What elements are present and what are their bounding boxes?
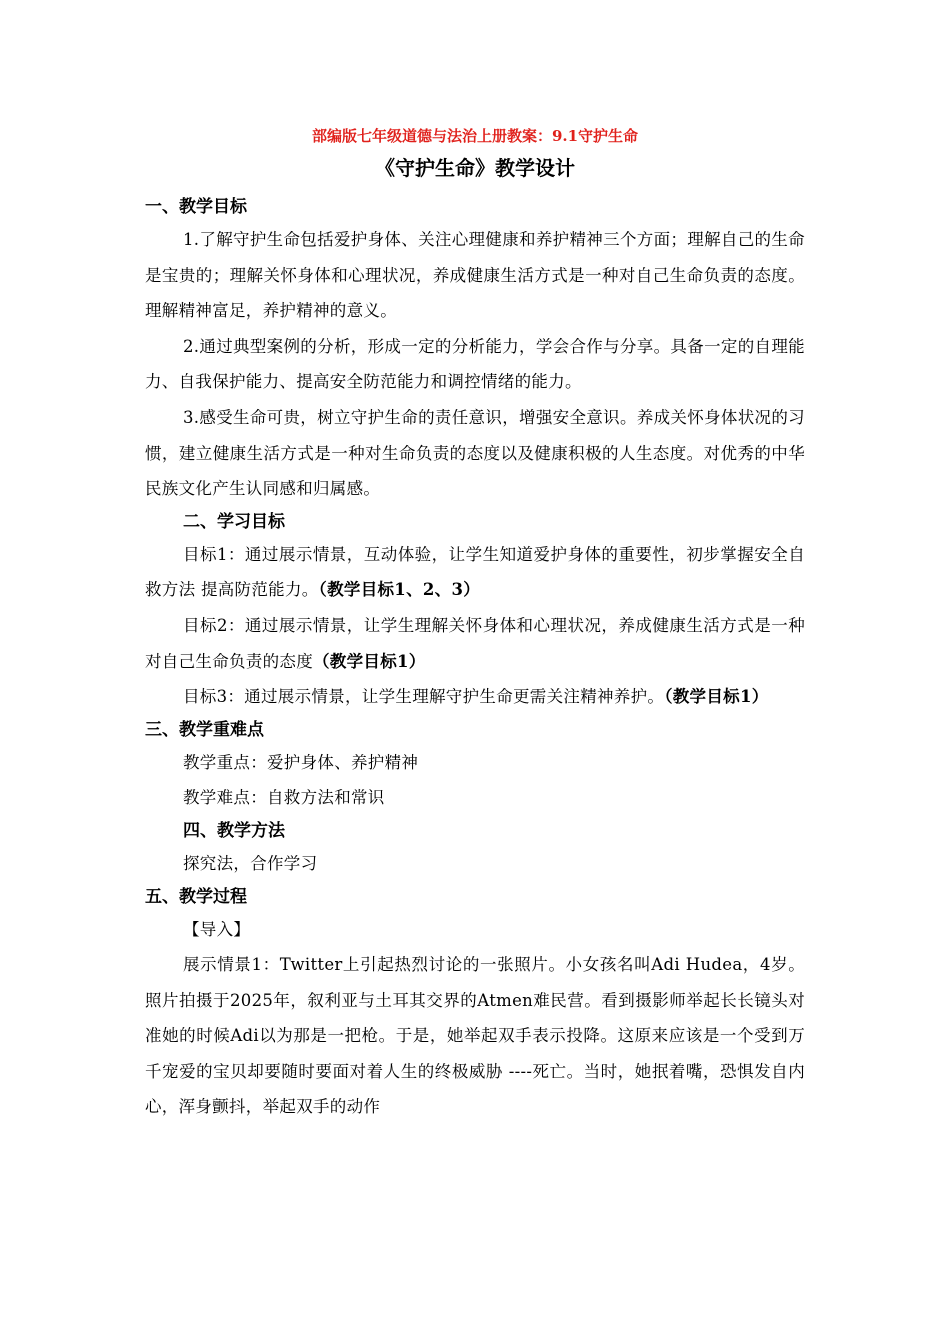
- learning-goal-2-ref: （教学目标1）: [313, 651, 426, 671]
- document-top-title: 部编版七年级道德与法治上册教案：9.1守护生命: [311, 127, 639, 145]
- teaching-goal-3: 3.感受生命可贵，树立守护生命的责任意识，增强安全意识。养成关怀身体状况的习惯，建立健康生活方式是一种对生命负责的态度以及健康积极的人生态度。对优秀的中华民族文化产生认同感和归属感。: [145, 407, 805, 499]
- learning-goal-2: [145, 608, 805, 679]
- learning-goal-2-text: 目标2：通过展示情景，让学生理解关怀身体和心理状况，养成健康生活方式是一种对自己生命负责的态度: [145, 615, 805, 671]
- learning-goal-1: [145, 537, 805, 608]
- learning-goal-1-ref: （教学目标1、2、3）: [318, 580, 481, 600]
- methods-text: 探究法，合作学习: [183, 853, 318, 873]
- document-body: [145, 122, 805, 1125]
- difficult-point: 教学难点：自救方法和常识: [183, 788, 385, 808]
- section-heading-teaching-goals: 一、教学目标: [145, 197, 247, 217]
- key-point: 教学重点：爱护身体、养护精神: [183, 752, 419, 772]
- teaching-goal-2: 2.通过典型案例的分析，形成一定的分析能力，学会合作与分享。具备一定的自理能力、自我保护能力、提高安全防范能力和调控情绪的能力。: [145, 336, 805, 392]
- section-heading-process: 五、教学过程: [145, 886, 247, 907]
- section-heading-key-points: 三、教学重难点: [145, 719, 264, 740]
- document-main-title: 《守护生命》教学设计: [375, 156, 575, 180]
- teaching-goal-1: 1.了解守护生命包括爱护身体、关注心理健康和养护精神三个方面；理解自己的生命是宝贵的；理解关怀身体和心理状况，养成健康生活方式是一种对自己生命负责的态度。理解精神富足，养护精神的意义。: [145, 230, 805, 321]
- learning-goal-3: [145, 679, 805, 715]
- section-heading-learning-goals: 二、学习目标: [183, 511, 285, 532]
- section-heading-methods: 四、教学方法: [183, 820, 285, 841]
- learning-goal-1-text: 目标1：通过展示情景，互动体验，让学生知道爱护身体的重要性，初步掌握安全自救方法 提高防范能力。: [145, 544, 805, 600]
- learning-goal-3-text: 目标3：通过展示情景，让学生理解守护生命更需关注精神养护。: [183, 687, 665, 707]
- learning-goal-3-ref: （教学目标1）: [664, 687, 769, 707]
- process-intro-label: 【导入】: [183, 919, 251, 939]
- process-scenario-1: 展示情景1：Twitter上引起热烈讨论的一张照片。小女孩名叫Adi Hudea，4岁。照片拍摄于2025年，叙利亚与土耳其交界的Atmen难民营。看到摄影师举起长长镜头对准她的时候Adi以为那是一把枪。于是，她举起双手表示投降。这原来应该是一个受到万千宠爱的宝贝却要随时要面对着人生的终极威胁 ----死亡。当时，她抿着嘴，恐惧发自内心，浑身颤抖，举起双手的动作: [145, 955, 805, 1117]
